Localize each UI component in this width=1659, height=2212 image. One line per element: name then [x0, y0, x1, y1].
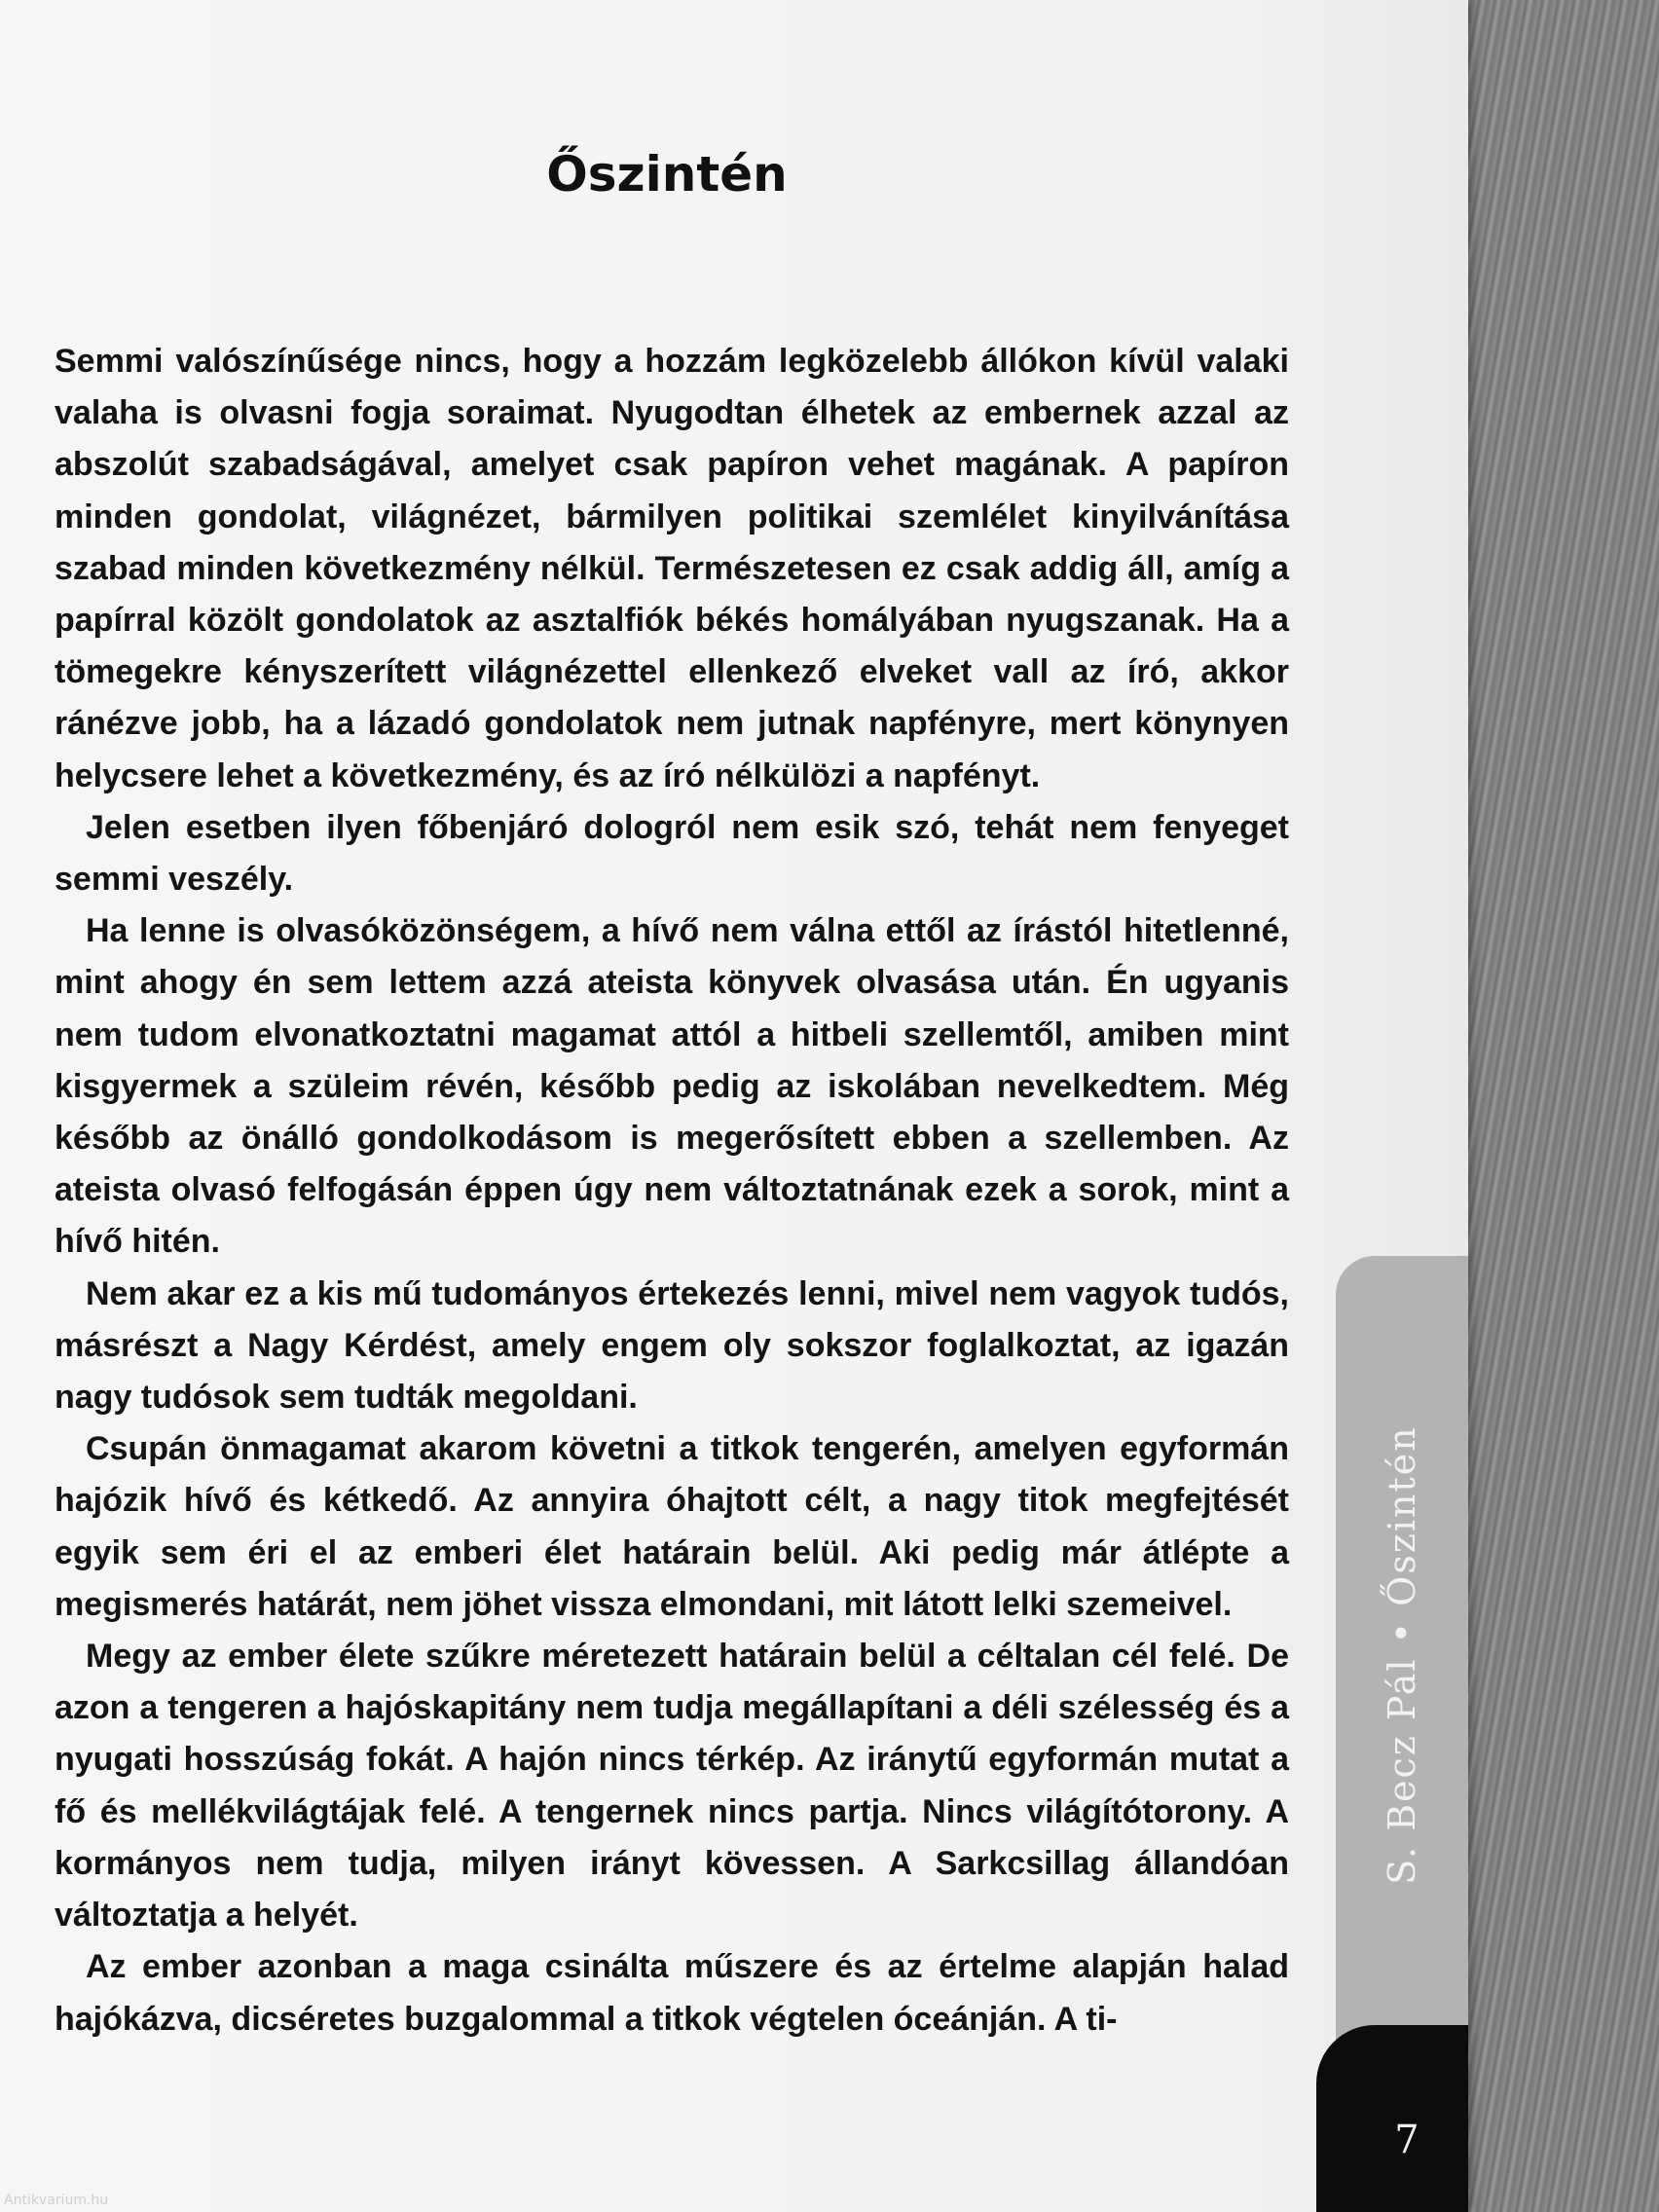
- paragraph: Ha lenne is olvasóközönségem, a hívő nem válna ettől az írástól hitetlenné, mint ahogy én sem lettem azzá ateista könyvek olvasása után. Én ugyanis nem tudom elvonatkoztatni magamat attól a hitbeli szellemtől, amiben mint kisgyermek a szüleim révén, később pedig az iskolában nevelkedtem. Még később az önálló gondolkodásom is megerősített ebben a szellemben. Az ateista olvasó felfogásán éppen úgy nem változtatnának ezek a sorok, mint a hívő hitén.: [55, 912, 1289, 1261]
- paragraph: Megy az ember élete szűkre méretezett határain belül a céltalan cél felé. De azon a tengeren a hajóskapitány nem tudja megállapítani a déli szélesség és a nyugati hosszúság fokát. A hajón nincs térkép. Az iránytű egyformán mutat a fő és mellékvilágtájak felé. A tengernek nincs partja. Nincs világítótorony. A kormányos nem tudja, milyen irányt kövessen. A Sarkcsillag állandóan változtatja a helyét.: [55, 1638, 1289, 1935]
- background-wood: [1460, 0, 1659, 2212]
- paragraph: Csupán önmagamat akarom követni a titkok tengerén, amelyen egyformán hajózik hívő és kétkedő. Az annyira óhajtott célt, a nagy titok megfejtését egyik sem éri el az emberi élet határain belül. Aki pedig már átlépte a megismerés határát, nem jöhet vissza elmondani, mit látott lelki szemeivel.: [55, 1430, 1289, 1623]
- paragraph: Nem akar ez a kis mű tudományos értekezés lenni, mivel nem vagyok tudós, másrészt a Nagy Kérdést, amely engem oly sokszor foglalkoztat, az igazán nagy tudósok sem tudták megoldani.: [55, 1274, 1289, 1417]
- running-header: S. Becz Pál • Őszintén: [1381, 1425, 1423, 1885]
- page-number: 7: [1394, 2118, 1419, 2162]
- body-text: [55, 336, 1289, 2046]
- paragraph: Jelen esetben ilyen főbenjáró dologról nem esik szó, tehát nem fenyeget semmi veszély.: [55, 808, 1289, 899]
- page-title: Őszintén: [546, 146, 788, 203]
- watermark: Antikvarium.hu: [4, 2193, 109, 2208]
- paragraph: Semmi valószínűsége nincs, hogy a hozzám legközelebb állókon kívül valaki valaha is olvasni fogja soraimat. Nyugodtan élhetek az embernek azzal az abszolút szabadságával, amelyet csak papíron vehet magának. A papíron minden gondolat, világnézet, bármilyen politikai szemlélet kinyilvánítása szabad minden következmény nélkül. Természetesen ez csak addig áll, amíg a papírral közölt gondolatok az asztalfiók békés homályában nyugszanak. Ha a tömegekre kényszerített világnézettel ellenkező elveket vall az író, akkor ránézve jobb, ha a lázadó gondolatok nem jutnak napfényre, mert könynyen helycsere lehet a következmény, és az író nélkülözi a napfényt.: [55, 343, 1289, 794]
- paragraph: Az ember azonban a maga csinálta műszere és az értelme alapján halad hajókázva, dicséretes buzgalommal a titkok végtelen óceánján. A ti-: [55, 1948, 1289, 2038]
